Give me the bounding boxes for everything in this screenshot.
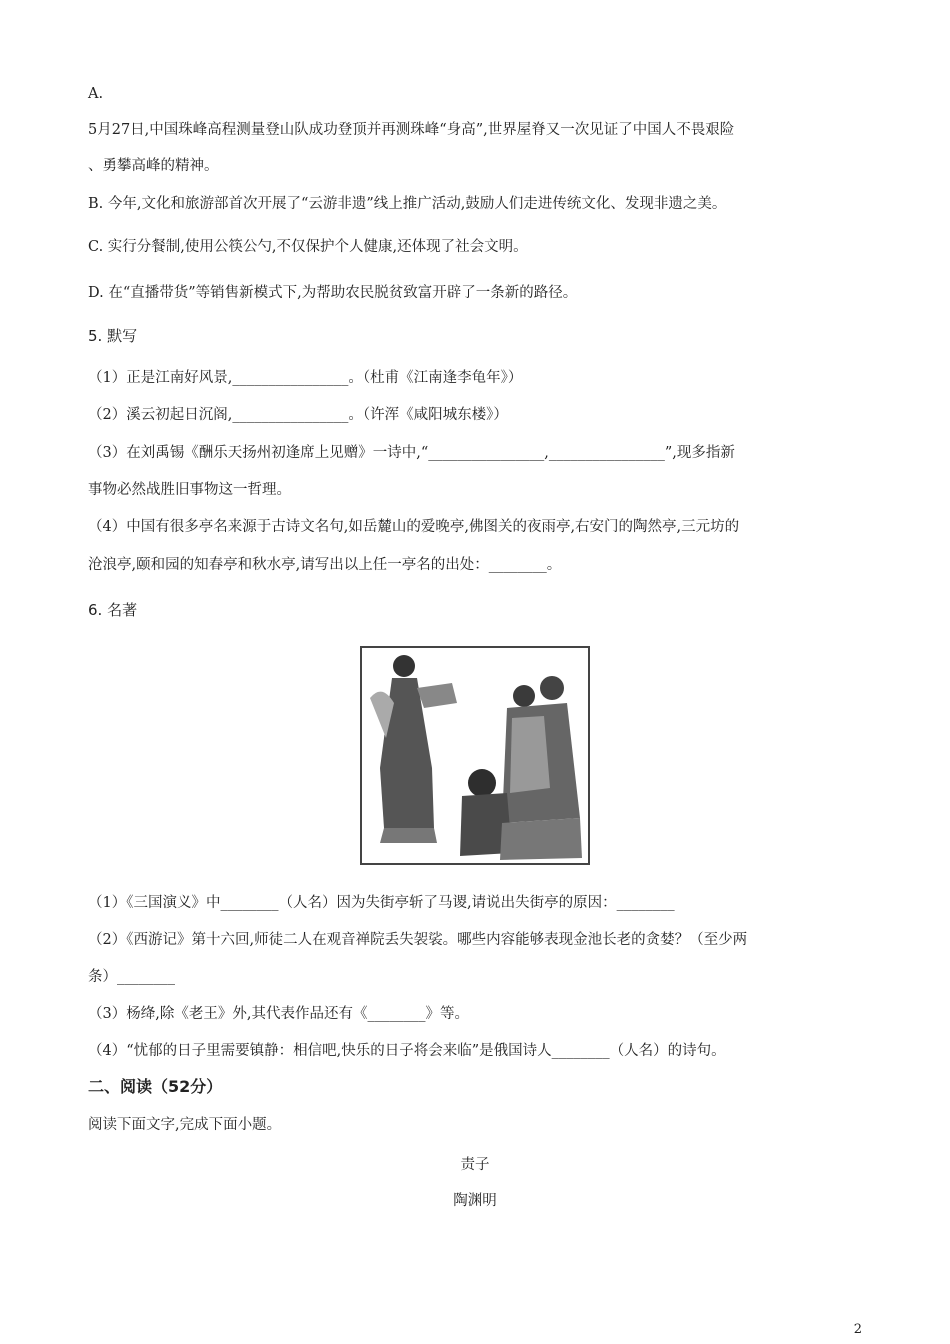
option-a-text-2: 、勇攀高峰的精神。 <box>88 158 219 174</box>
page-number: 2 <box>853 1322 862 1337</box>
question-5-4-line-2: 沧浪亭,颐和园的知春亭和秋水亭,请写出以上任一亭名的出处：________。 <box>88 557 562 573</box>
question-5-title: 5. 默写 <box>88 327 138 345</box>
question-5-2: （2）溪云初起日沉阁,________________。（许浑《咸阳城东楼》） <box>88 407 508 423</box>
question-6-1: （1）《三国演义》中________（人名）因为失街亭斩了马谡,请说出失街亭的原因：________ <box>88 895 675 911</box>
option-a-label: A. <box>88 86 104 102</box>
question-5-3-line-1: （3）在刘禹锡《酬乐天扬州初逢席上见赠》一诗中,“________________,________________”,现多指新 <box>88 445 735 461</box>
question-6-2-line-1: （2）《西游记》第十六回,师徒二人在观音禅院丢失袈裟。哪些内容能够表现金池长老的贪婪？（至少两 <box>88 932 748 948</box>
question-6-3: （3）杨绛,除《老王》外,其代表作品还有《________》等。 <box>88 1006 469 1022</box>
question-6-title: 6. 名著 <box>88 601 138 619</box>
option-a-text-1: 5月27日,中国珠峰高程测量登山队成功登顶并再测珠峰“身高”,世界屋脊又一次见证了中国人不畏艰险 <box>88 122 735 138</box>
option-d: D. 在“直播带货”等销售新模式下,为帮助农民脱贫致富开辟了一条新的路径。 <box>88 285 578 301</box>
question-5-1: （1）正是江南好风景,________________。（杜甫《江南逢李龟年》） <box>88 370 523 386</box>
question-5-4-line-1: （4）中国有很多亭名来源于古诗文名句,如岳麓山的爱晚亭,佛图关的夜雨亭,右安门的陶然亭,三元坊的 <box>88 519 740 535</box>
section-2-heading: 二、阅读（52分） <box>88 1077 223 1096</box>
classic-novel-illustration <box>360 646 590 865</box>
poem-author: 陶渊明 <box>453 1193 497 1209</box>
question-6-4: （4）“忧郁的日子里需要镇静：相信吧,快乐的日子将会来临”是俄国诗人________（人名）的诗句。 <box>88 1043 726 1059</box>
question-5-3-line-2: 事物必然战胜旧事物这一哲理。 <box>88 482 291 498</box>
reading-instruction: 阅读下面文字,完成下面小题。 <box>88 1117 282 1133</box>
option-c: C. 实行分餐制,使用公筷公勺,不仅保护个人健康,还体现了社会文明。 <box>88 239 528 255</box>
option-b: B. 今年,文化和旅游部首次开展了“云游非遗”线上推广活动,鼓励人们走进传统文化、发现非遗之美。 <box>88 196 727 212</box>
question-6-2-line-2: 条）________ <box>88 969 175 985</box>
poem-title: 责子 <box>460 1157 490 1173</box>
illustration-figures-icon <box>362 648 588 863</box>
